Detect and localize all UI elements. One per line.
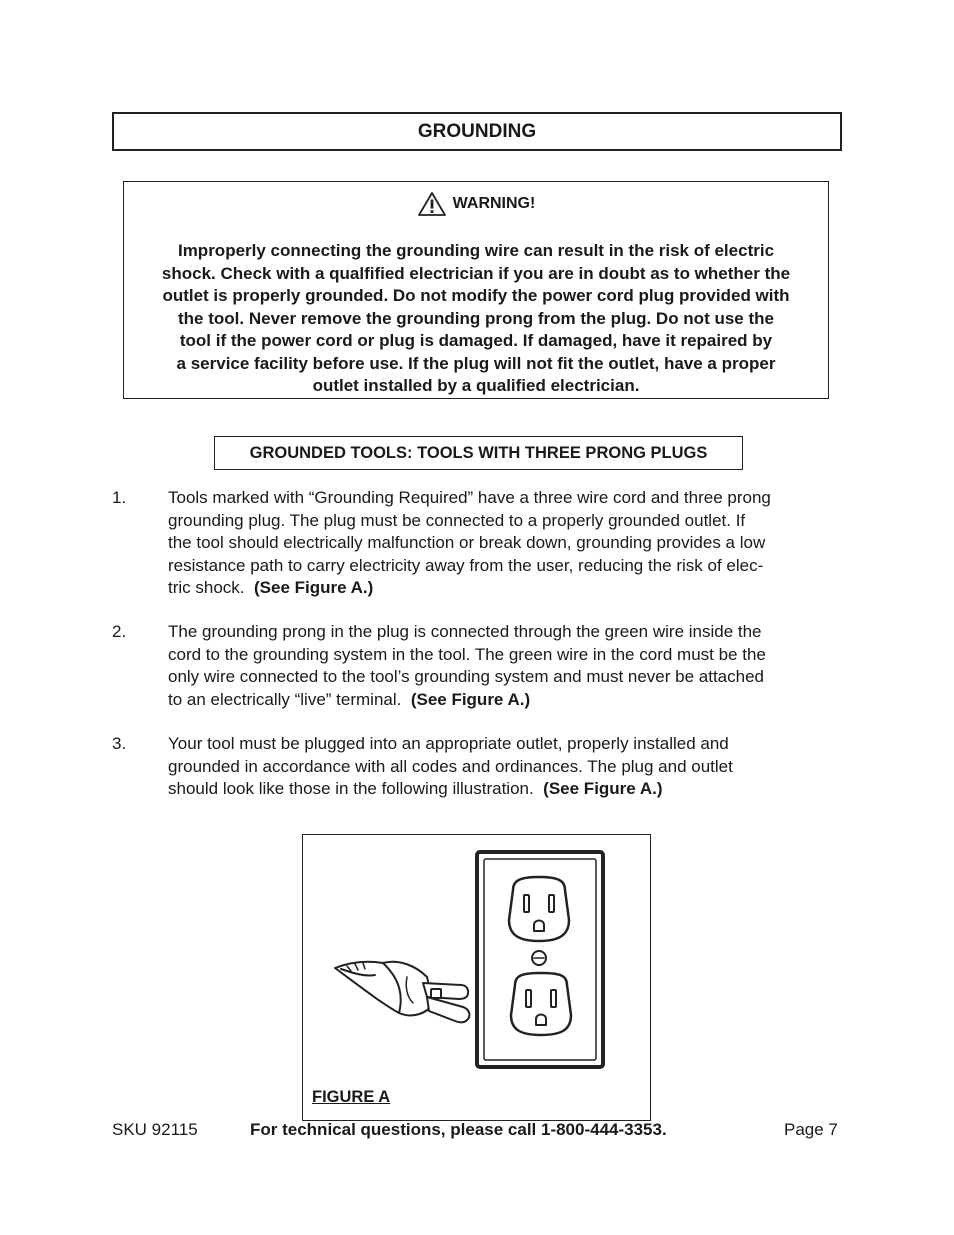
item-body — [168, 487, 843, 600]
footer-page: Page 7 — [784, 1120, 838, 1139]
item-line: The grounding prong in the plug is connected through the green wire inside the — [168, 622, 762, 641]
figure-reference: (See Figure A.) — [410, 689, 531, 709]
footer-tech-line: For technical questions, please call 1-800-444-3353. — [250, 1120, 667, 1139]
warning-box — [123, 181, 829, 399]
item-line-text: to an electrically “live” terminal. — [168, 689, 402, 709]
figure-reference: (See Figure A.) — [543, 779, 663, 798]
item-number: 3. — [112, 734, 127, 753]
item-body — [168, 621, 843, 711]
item-line: Your tool must be plugged into an appropriate outlet, properly installed and — [168, 734, 729, 753]
warning-line: outlet installed by a qualified electrician. — [312, 376, 640, 395]
item-line: the tool should electrically malfunction or break down, grounding provides a low — [168, 533, 766, 552]
item-line: grounded in accordance with all codes and ordinances. The plug and outlet — [168, 756, 733, 776]
warning-line: outlet is properly grounded. Do not modify the power cord plug provided with — [162, 286, 790, 305]
warning-line: tool if the power cord or plug is damaged. If damaged, have it repaired by — [179, 331, 773, 350]
item-number: 2. — [112, 622, 127, 641]
item-line: resistance path to carry electricity away from the user, reducing the risk of elec- — [168, 555, 764, 575]
warning-text — [124, 240, 828, 398]
three-prong-plug-icon — [335, 962, 469, 1023]
warning-line: the tool. Never remove the grounding prong from the plug. Do not use the — [178, 308, 774, 328]
subheading: GROUNDED TOOLS: TOOLS WITH THREE PRONG PLUGS — [214, 436, 743, 470]
figure-a — [302, 834, 651, 1121]
figure-caption: FIGURE A — [312, 1088, 391, 1106]
item-line-text: should look like those in the following illustration. — [168, 779, 534, 798]
warning-line: shock. Check with a qualfified electrician if you are in doubt as to whether the — [161, 263, 791, 283]
section-title: GROUNDING — [112, 112, 842, 151]
item-number: 1. — [112, 488, 127, 507]
footer-sku: SKU 92115 — [112, 1120, 198, 1139]
item-line-last — [168, 778, 843, 801]
item-line: only wire connected to the tool’s grounding system and must never be attached — [168, 667, 764, 686]
item-line: Tools marked with “Grounding Required” have a three wire cord and three prong — [168, 488, 771, 507]
warning-triangle-icon — [417, 191, 447, 217]
item-line: grounding plug. The plug must be connected to a properly grounded outlet. If — [168, 510, 746, 530]
duplex-outlet-icon — [477, 852, 603, 1067]
item-line-text: tric shock. — [168, 578, 245, 597]
warning-heading-row — [124, 191, 828, 217]
warning-heading: WARNING! — [452, 195, 536, 212]
item-line: cord to the grounding system in the tool. The green wire in the cord must be the — [168, 644, 766, 664]
item-line-last — [168, 689, 843, 712]
item-body — [168, 733, 843, 801]
figure-illustration — [303, 835, 652, 1122]
warning-line: a service facility before use. If the plug will not fit the outlet, have a proper — [176, 353, 776, 373]
figure-reference: (See Figure A.) — [253, 578, 374, 597]
warning-line: Improperly connecting the grounding wire can result in the risk of electric — [177, 241, 775, 260]
item-line-last — [168, 577, 843, 600]
